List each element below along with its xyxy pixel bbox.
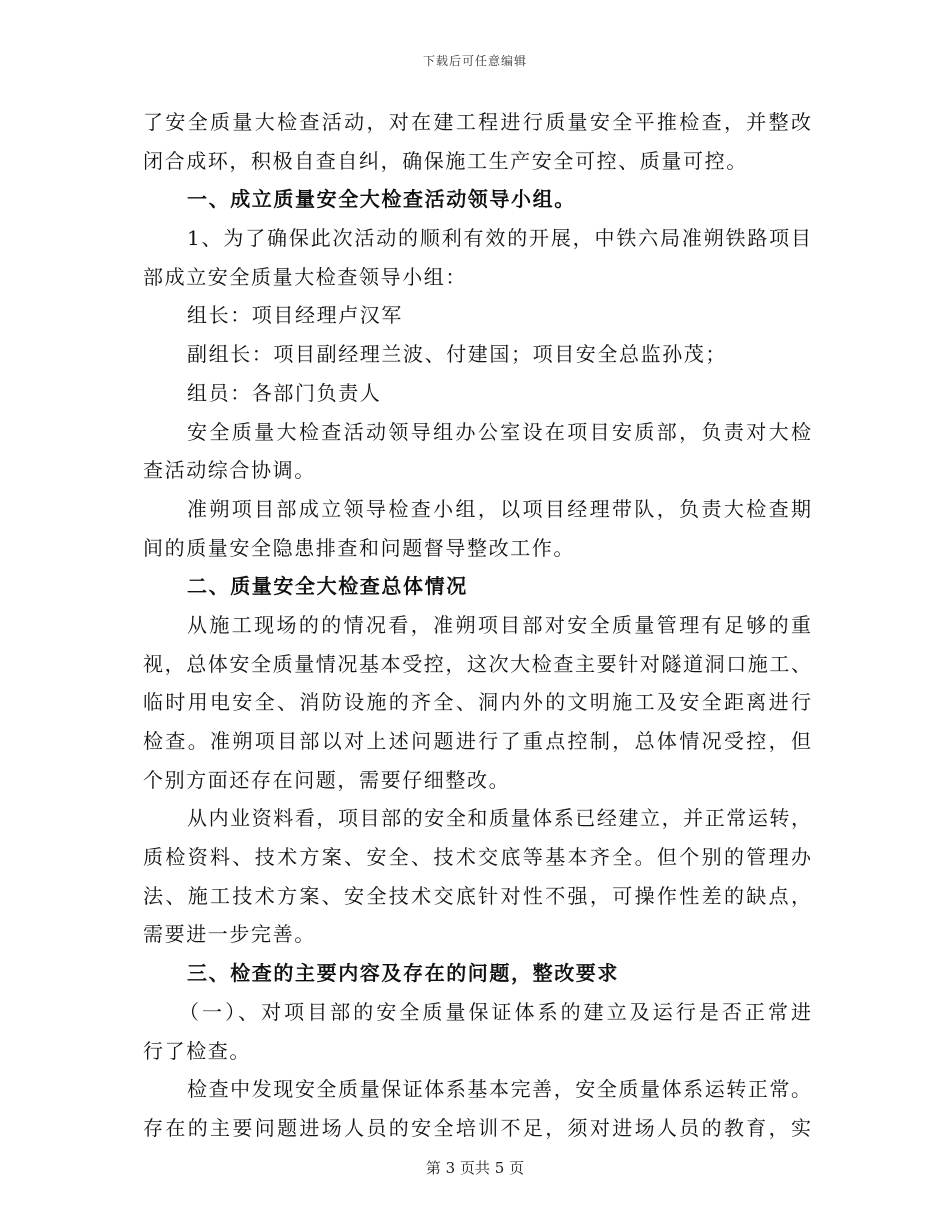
paragraph-line: 临时用电安全、消防设施的齐全、洞内外的文明施工及安全距离进行	[143, 690, 811, 715]
paragraph-line: 了安全质量大检查活动，对在建工程进行质量安全平推检查，并整改	[143, 110, 811, 134]
paragraph-line: 1、为了确保此次活动的顺利有效的开展，中铁六局准朔铁路项目	[187, 226, 811, 251]
paragraph-line: 检查。准朔项目部以对上述问题进行了重点控制，总体情况受控，但	[143, 729, 811, 753]
paragraph-line: 间的质量安全隐患排查和问题督导整改工作。	[143, 535, 575, 560]
paragraph-line: 组员：各部门负责人	[187, 380, 382, 405]
section-heading: 一、成立质量安全大检查活动领导小组。	[187, 187, 576, 212]
paragraph-line: 需要进一步完善。	[143, 922, 316, 947]
paragraph-line: 检查中发现安全质量保证体系基本完善，安全质量体系运转正常。	[187, 1077, 811, 1102]
paragraph-line: 安全质量大检查活动领导组办公室设在项目安质部，负责对大检	[187, 419, 811, 444]
paragraph-line: 副组长：项目副经理兰波、付建国；项目安全总监孙茂；	[187, 342, 727, 367]
paragraph-line: 从施工现场的的情况看，准朔项目部对安全质量管理有足够的重	[187, 612, 811, 637]
paragraph-line: 组长：项目经理卢汉军	[187, 303, 403, 328]
paragraph-line: 存在的主要问题进场人员的安全培训不足，须对进场人员的教育，实	[143, 1115, 811, 1140]
paragraph-line: 法、施工技术方案、安全技术交底针对性不强，可操作性差的缺点，	[143, 883, 811, 908]
page-number: 第 3 页共 5 页	[425, 1159, 525, 1177]
paragraph-line: 闭合成环，积极自查自纠，确保施工生产安全可控、质量可控。	[143, 148, 748, 173]
paragraph-line: （一）、对项目部的安全质量保证体系的建立及运行是否正常进	[179, 999, 811, 1024]
document-body	[143, 103, 811, 1148]
paragraph-line: 从内业资料看，项目部的安全和质量体系已经建立，并正常运转，	[187, 806, 811, 831]
paragraph-line: 准朔项目部成立领导检查小组，以项目经理带队，负责大检查期	[187, 496, 811, 521]
paragraph-line: 质检资料、技术方案、安全、技术交底等基本齐全。但个别的管理办	[143, 845, 811, 870]
paragraph-line: 视，总体安全质量情况基本受控，这次大检查主要针对隧道洞口施工、	[143, 651, 811, 676]
section-heading: 三、检查的主要内容及存在的问题，整改要求	[187, 961, 619, 986]
paragraph-line: 行了检查。	[143, 1038, 251, 1063]
paragraph-line: 查活动综合协调。	[143, 458, 316, 483]
paragraph-line: 部成立安全质量大检查领导小组：	[143, 264, 467, 289]
paragraph-line: 个别方面还存在问题，需要仔细整改。	[143, 767, 511, 792]
page-header: 下载后可任意编辑	[422, 54, 527, 68]
section-heading: 二、质量安全大检查总体情况	[187, 574, 468, 599]
